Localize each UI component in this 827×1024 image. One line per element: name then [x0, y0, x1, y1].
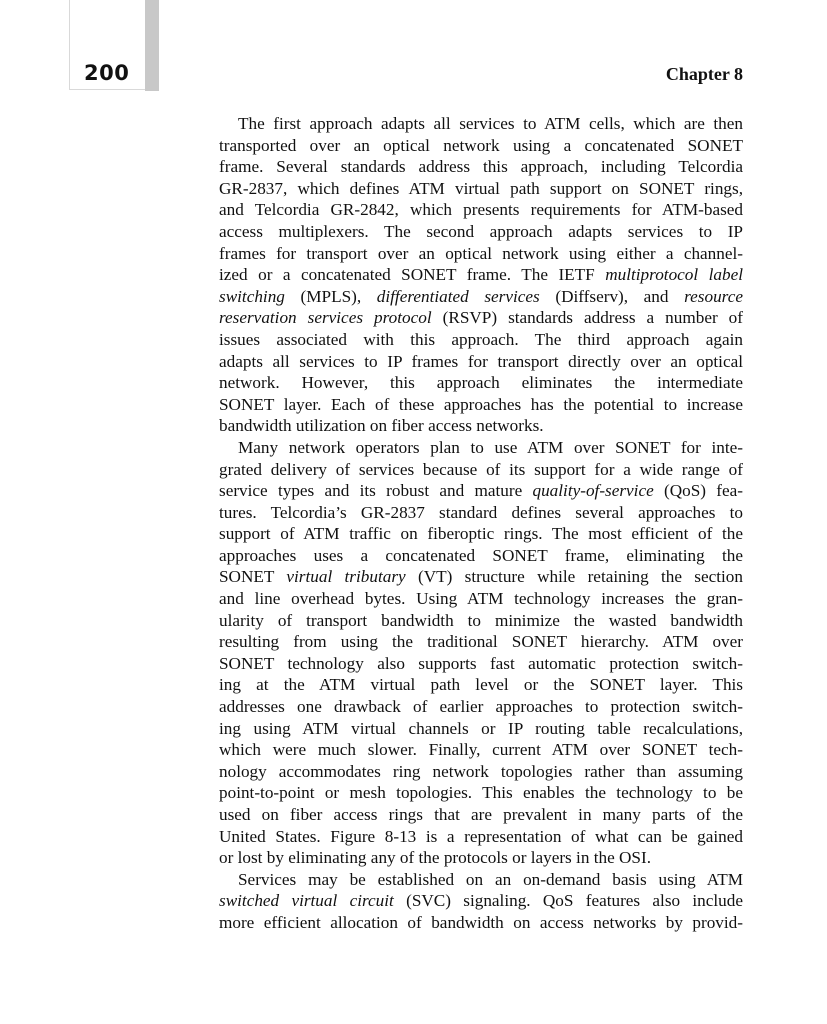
- text-run: ularity of transport bandwidth to minimize the wasted bandwidth: [219, 610, 743, 630]
- text-line: [219, 912, 743, 934]
- text-run: nology accommodates ring network topologies rather than assuming: [219, 761, 743, 781]
- text-run: resulting from using the traditional SONET hierarchy. ATM over: [219, 632, 743, 652]
- text-run: support of ATM traffic on fiberoptic rings. The most efficient of the: [219, 524, 743, 544]
- text-line: [219, 696, 743, 718]
- text-line: [219, 372, 743, 394]
- text-run: point-to-point or mesh topologies. This enables the technology to be: [219, 783, 743, 803]
- text-line: [219, 588, 743, 610]
- text-run: ing at the ATM virtual path level or the SONET layer. This: [219, 675, 743, 695]
- body-text: [219, 113, 743, 934]
- text-run: or lost by eliminating any of the protocols or layers in the OSI.: [219, 848, 651, 868]
- italic-term: virtual tributary: [286, 567, 406, 587]
- italic-term: switched virtual circuit: [219, 891, 394, 911]
- paragraph: [219, 869, 743, 934]
- text-run: and line overhead bytes. Using ATM technology increases the gran-: [219, 589, 743, 609]
- text-run: Services may be established on an on-demand basis using ATM: [238, 869, 743, 889]
- text-line: [219, 221, 743, 243]
- text-run: The first approach adapts all services to ATM cells, which are then: [238, 114, 743, 133]
- text-line: [219, 178, 743, 200]
- chapter-running-head: Chapter 8: [665, 64, 743, 84]
- paragraph: [219, 113, 743, 437]
- text-run: more efficient allocation of bandwidth on access networks by provid-: [219, 912, 743, 932]
- italic-term: quality-of-service: [532, 481, 654, 501]
- text-run: SONET: [219, 567, 287, 587]
- text-run: adapts all services to IP frames for transport directly over an optical: [219, 351, 743, 371]
- italic-term: resource: [684, 286, 743, 306]
- text-line: [219, 199, 743, 221]
- text-line: [219, 394, 743, 416]
- text-line: [219, 545, 743, 567]
- text-run: approaches uses a concatenated SONET frame, eliminating the: [219, 545, 743, 565]
- italic-term: multiprotocol label: [605, 265, 743, 285]
- text-run: (QoS) fea-: [653, 481, 743, 501]
- text-run: GR-2837, which defines ATM virtual path support on SONET rings,: [219, 178, 743, 198]
- text-line: [219, 415, 743, 437]
- text-line: [219, 286, 743, 308]
- text-run: addresses one drawback of earlier approaches to protection switch-: [219, 697, 743, 717]
- page-number: 200: [84, 61, 130, 85]
- text-run: (VT) structure while retaining the section: [405, 567, 743, 587]
- text-line: [219, 135, 743, 157]
- text-line: [219, 804, 743, 826]
- text-line: [219, 674, 743, 696]
- text-run: (Diffserv), and: [539, 286, 685, 306]
- text-run: used on fiber access rings that are prevalent in many parts of the: [219, 805, 743, 824]
- italic-term: reservation services protocol: [219, 308, 432, 328]
- page-corner-bar: [145, 0, 159, 91]
- italic-term: switching: [219, 286, 285, 306]
- text-run: SONET layer. Each of these approaches has the potential to increase: [219, 394, 743, 414]
- text-line: [219, 523, 743, 545]
- text-line: [219, 890, 743, 912]
- text-run: United States. Figure 8-13 is a representation of what can be gained: [219, 826, 743, 846]
- text-line: [219, 631, 743, 653]
- text-line: [219, 156, 743, 178]
- text-line: [219, 437, 743, 459]
- text-run: ing using ATM virtual channels or IP routing table recalculations,: [219, 718, 743, 738]
- text-line: [219, 761, 743, 783]
- text-run: transported over an optical network using a concatenated SONET: [219, 135, 743, 155]
- text-run: which were much slower. Finally, current ATM over SONET tech-: [219, 740, 743, 760]
- text-line: [219, 782, 743, 804]
- text-run: frame. Several standards address this approach, including Telcordia: [219, 157, 743, 177]
- text-line: [219, 459, 743, 481]
- text-run: tures. Telcordia’s GR-2837 standard defines several approaches to: [219, 502, 743, 522]
- italic-term: differentiated services: [376, 286, 540, 306]
- text-run: Many network operators plan to use ATM over SONET for inte-: [238, 437, 743, 457]
- paragraph: [219, 437, 743, 869]
- text-line: [219, 739, 743, 761]
- text-run: service types and its robust and mature: [219, 481, 533, 501]
- text-line: [219, 329, 743, 351]
- text-run: access multiplexers. The second approach adapts services to IP: [219, 221, 743, 241]
- text-line: [219, 243, 743, 265]
- text-run: network. However, this approach eliminates the intermediate: [219, 373, 743, 393]
- text-run: and Telcordia GR-2842, which presents requirements for ATM-based: [219, 200, 743, 220]
- text-run: bandwidth utilization on fiber access networks.: [219, 416, 544, 436]
- text-run: grated delivery of services because of its support for a wide range of: [219, 459, 743, 479]
- text-run: (RSVP) standards address a number of: [431, 308, 743, 328]
- text-run: (SVC) signaling. QoS features also include: [393, 891, 743, 911]
- text-line: [219, 264, 743, 286]
- text-run: ized or a concatenated SONET frame. The IETF: [219, 265, 606, 285]
- text-line: [219, 718, 743, 740]
- text-line: [219, 847, 743, 869]
- text-line: [219, 869, 743, 891]
- text-line: [219, 610, 743, 632]
- text-line: [219, 566, 743, 588]
- text-line: [219, 502, 743, 524]
- text-line: [219, 351, 743, 373]
- text-run: issues associated with this approach. The third approach again: [219, 329, 743, 349]
- text-line: [219, 307, 743, 329]
- text-line: [219, 480, 743, 502]
- text-line: [219, 113, 743, 135]
- text-line: [219, 653, 743, 675]
- text-run: frames for transport over an optical network using either a channel-: [219, 243, 743, 263]
- text-run: SONET technology also supports fast automatic protection switch-: [219, 653, 743, 673]
- text-run: (MPLS),: [284, 286, 377, 306]
- text-line: [219, 826, 743, 848]
